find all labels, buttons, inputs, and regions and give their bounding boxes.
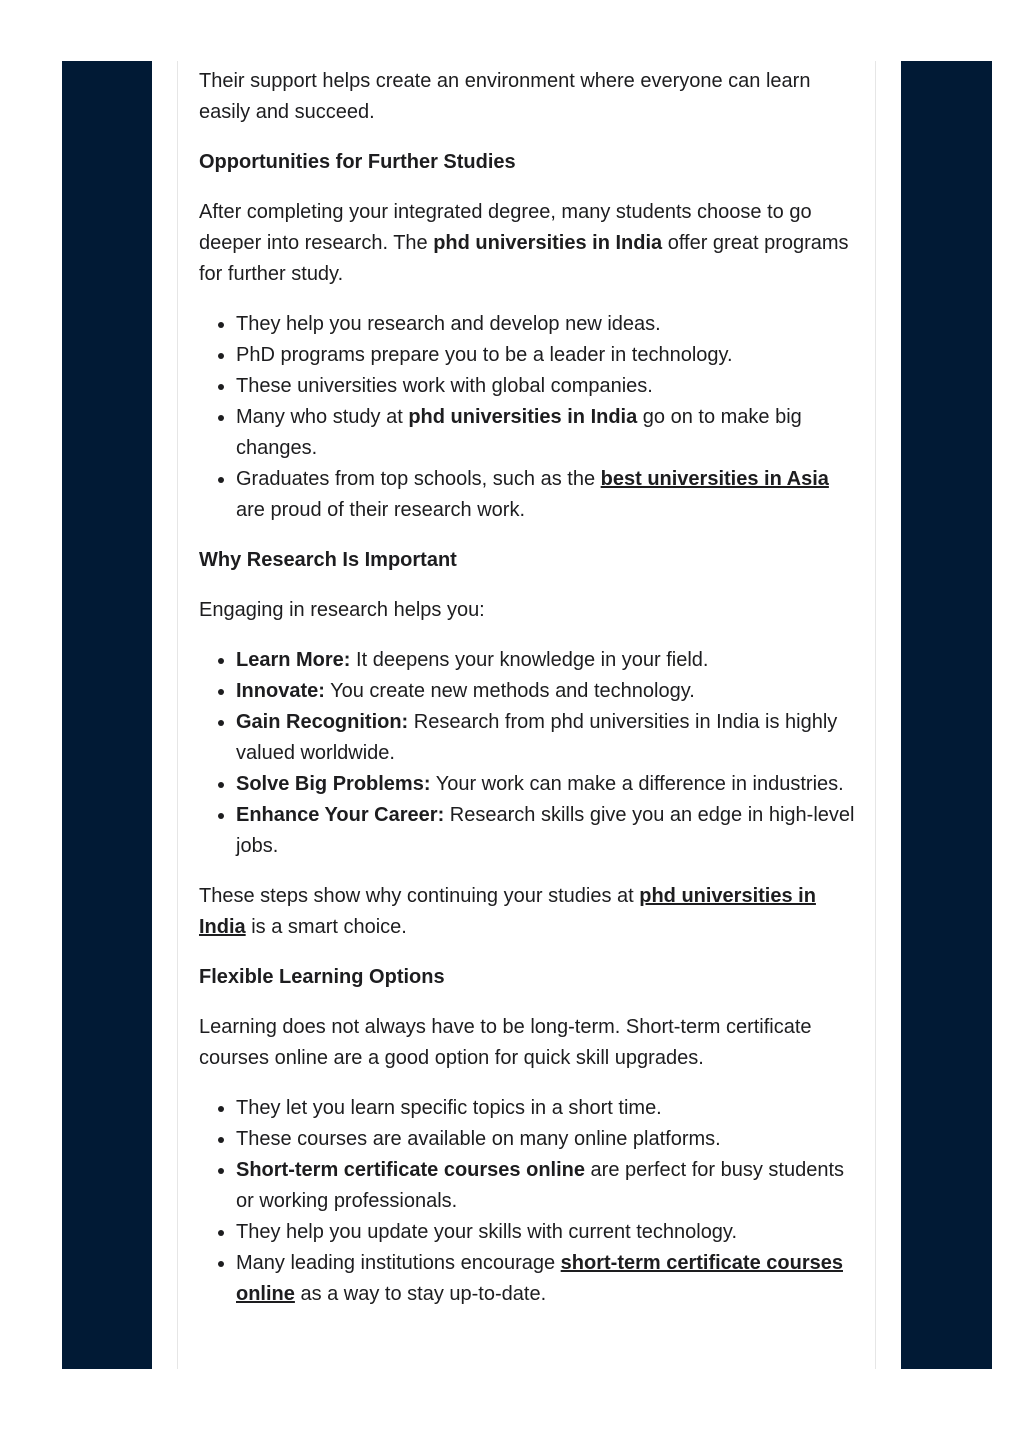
further-studies-bold-phrase: phd universities in India (433, 232, 663, 254)
list-item-text: Research from phd universities in India is highly valued worldwide. (236, 711, 838, 764)
list-item (236, 1248, 859, 1310)
list-item: • These courses are available on many online platforms. (236, 1124, 859, 1155)
further-studies-heading: Opportunities for Further Studies (199, 151, 516, 173)
list-item (236, 464, 859, 526)
research-intro-paragraph: Engaging in research helps you: (199, 599, 485, 621)
list-item-text: go on to make big changes. (236, 406, 802, 459)
right-navy-bar (901, 61, 992, 1369)
list-item-bold: Short-term certificate courses online (236, 1159, 585, 1181)
list-item (236, 402, 859, 464)
intro-paragraph: Their support helps create an environment where everyone can learn easily and succeed. (199, 70, 811, 123)
list-item (236, 707, 859, 769)
list-item: • PhD programs prepare you to be a leader in technology. (236, 340, 859, 371)
list-item: • These universities work with global companies. (236, 371, 859, 402)
phd-universities-in-india-link[interactable]: phd universities in India (199, 885, 816, 938)
further-studies-list (199, 309, 859, 526)
list-item (236, 800, 859, 862)
list-item-text: Many who study at (236, 406, 409, 428)
list-item: • They help you research and develop new ideas. (236, 309, 859, 340)
list-item-label: Innovate: (236, 680, 325, 702)
list-item-text: Your work can make a difference in industries. (430, 773, 844, 795)
list-item (236, 676, 859, 707)
list-item: • They let you learn specific topics in a short time. (236, 1093, 859, 1124)
list-item-text: You create new methods and technology. (324, 680, 695, 702)
summary-text-before: These steps show why continuing your studies at (199, 885, 640, 907)
flexible-learning-heading: Flexible Learning Options (199, 966, 445, 988)
summary-text-after: is a smart choice. (245, 916, 407, 938)
best-universities-in-asia-link[interactable]: best universities in Asia (600, 468, 829, 490)
list-item-label: Learn More: (236, 649, 351, 671)
research-summary-paragraph (199, 881, 859, 943)
right-column-divider (875, 61, 876, 1369)
list-item-text: are perfect for busy students or working professionals. (236, 1159, 845, 1212)
flexible-options-list (199, 1093, 859, 1310)
list-item: • They help you update your skills with current technology. (236, 1217, 859, 1248)
list-item-label: Enhance Your Career: (236, 804, 445, 826)
list-item-text: It deepens your knowledge in your field. (350, 649, 709, 671)
left-column-divider (177, 61, 178, 1369)
left-navy-bar (62, 61, 152, 1369)
list-item (236, 1155, 859, 1217)
list-item-text: Research skills give you an edge in high-level jobs. (236, 804, 855, 857)
flexible-intro-paragraph: Learning does not always have to be long-term. Short-term certificate courses online are a good option for quick skill upgrades. (199, 1016, 812, 1069)
list-item-bold: phd universities in India (408, 406, 638, 428)
list-item-text: as a way to stay up-to-date. (294, 1283, 547, 1305)
list-item-text: Graduates from top schools, such as the (236, 468, 601, 490)
why-research-heading: Why Research Is Important (199, 549, 457, 571)
list-item (236, 645, 859, 676)
article-content (199, 66, 859, 1329)
further-studies-text-after: offer great programs for further study. (199, 232, 849, 285)
list-item-text: Many leading institutions encourage (236, 1252, 561, 1274)
list-item (236, 769, 859, 800)
short-term-certificate-courses-link[interactable]: short-term certificate courses online (236, 1252, 843, 1305)
list-item-label: Solve Big Problems: (236, 773, 431, 795)
research-benefits-list (199, 645, 859, 862)
list-item-label: Gain Recognition: (236, 711, 409, 733)
list-item-text: are proud of their research work. (236, 499, 526, 521)
further-studies-text-before: After completing your integrated degree, many students choose to go deeper into research. The (199, 201, 812, 254)
further-studies-paragraph (199, 197, 859, 290)
